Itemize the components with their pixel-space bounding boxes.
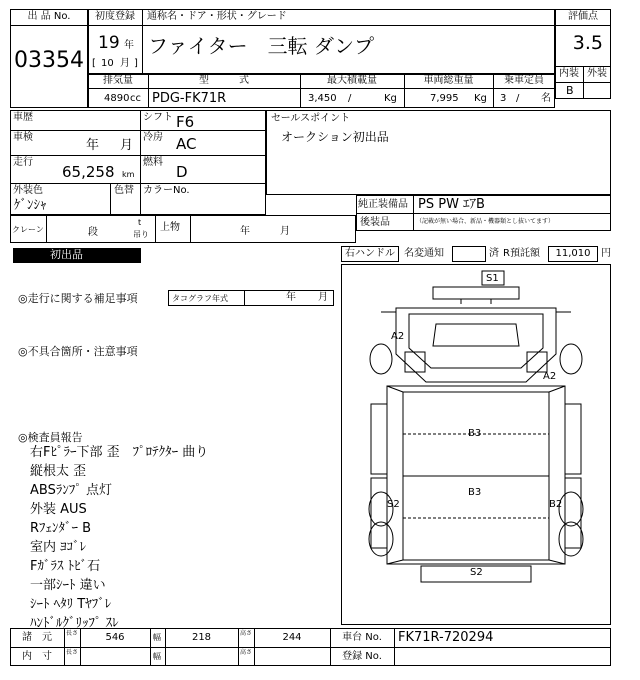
name-label: 通称名・ドア・形状・グレード: [147, 11, 287, 22]
recycle-amount: 11,010: [555, 248, 591, 259]
gvw-unit: Kg: [474, 93, 487, 104]
deck-month: 月: [280, 226, 290, 237]
fuel-value: D: [176, 163, 188, 181]
chassis-value: FK71R-720294: [398, 630, 494, 645]
damage-mark-s2-bottom: S2: [470, 567, 483, 578]
deck-year: 年: [240, 226, 250, 237]
ac-label: 冷房: [143, 132, 163, 143]
supplement-title: ◎走行に関する補足事項: [18, 292, 138, 305]
reg-year: 19: [98, 33, 120, 53]
inner-height-label: 高さ: [240, 649, 253, 656]
inspector-line: Fｶﾞﾗｽ ﾄﾋﾞ石: [30, 559, 101, 574]
interior-label: 内装: [559, 68, 579, 79]
first-registration-label: 初度登録: [95, 11, 135, 22]
crane-stage: 段: [88, 227, 98, 238]
inspector-line: Rﾌｪﾝﾀﾞｰ B: [30, 521, 92, 536]
equipment-label: 純正装備品: [358, 199, 408, 210]
equipment-value: PS PW ｴｱB: [418, 197, 485, 212]
car-name: ファイター 三転 ダンプ: [148, 34, 375, 58]
score-label: 評価点: [568, 11, 598, 22]
inner-length-label: 長さ: [66, 649, 79, 656]
bracket-close: ]: [134, 58, 138, 69]
chassis-label: 車台 No.: [342, 632, 382, 643]
inspector-line: ﾊﾝﾄﾞﾙｸﾞﾘｯﾌﾟ ｽﾚ: [30, 616, 119, 631]
reg-year-unit: 年: [124, 40, 134, 51]
max-load-label: 最大積載量: [327, 75, 377, 86]
length-value: 546: [105, 632, 125, 643]
damage-mark-s1: S1: [486, 273, 499, 284]
shift-label: シフト: [143, 112, 173, 123]
bracket-open: [: [92, 58, 96, 69]
reg-month: 10: [101, 58, 114, 69]
crane-box: [10, 215, 356, 243]
inspector-line: ABSﾗﾝﾌﾟ 点灯: [30, 483, 112, 498]
color-change-label: 色替: [114, 185, 134, 196]
details-box: [10, 110, 266, 215]
shift-value: F6: [176, 113, 195, 131]
tacho-year: 年: [286, 292, 296, 303]
color-code-label: カラーNo.: [143, 185, 190, 196]
sales-point-label: セールスポイント: [271, 113, 351, 124]
rhd-label: 右ハンドル: [345, 248, 395, 259]
width-value: 218: [191, 632, 212, 643]
mileage-unit: km: [122, 170, 135, 179]
aftermarket-label: 後装品: [360, 217, 390, 228]
fuel-label: 燃料: [143, 157, 163, 168]
displacement-value: 4890: [104, 93, 130, 104]
inspector-line: ｼｰﾄ ﾍﾀﾘ Tﾔﾌﾞﾚ: [30, 597, 112, 612]
max-load-value: 3,450: [308, 93, 337, 104]
mileage-label: 走行: [13, 157, 33, 168]
tacho-month: 月: [318, 292, 328, 303]
name-change-label: 名変通知: [404, 248, 444, 259]
damage-mark-a2-right: A2: [543, 371, 557, 382]
color-value: ｹﾞﾝｼｬ: [14, 198, 47, 213]
color-label: 外装色: [13, 185, 43, 196]
aftermarket-note: （記載が無い場合、新品・機器類とし抜いてます）: [416, 218, 555, 225]
inner-dims-label: 内 寸: [22, 651, 52, 662]
width-label: 幅: [153, 633, 161, 642]
capacity-unit: 名: [541, 93, 551, 104]
model-label: 型 式: [199, 75, 249, 86]
sales-point-text: オークション初出品: [281, 130, 389, 144]
registration-label: 登録 No.: [342, 651, 382, 662]
inspector-line: 縦根太 歪: [30, 464, 87, 479]
damage-mark-b2-right: B2: [549, 499, 563, 510]
interior-grade: B: [566, 84, 574, 97]
damage-mark-s2-left: S2: [387, 499, 400, 510]
crane-label: クレーン: [12, 225, 44, 234]
name-change-box: [452, 246, 486, 262]
recycle-unit: 円: [601, 248, 611, 259]
inspection-year-unit: 年: [86, 138, 100, 153]
inspector-title: ◎検査員報告: [18, 431, 83, 444]
lot-number-label: 出 品 No.: [27, 11, 71, 22]
inspector-line: 一部ｼｰﾄ 違い: [30, 578, 106, 593]
crane-hang: 吊り: [133, 230, 149, 239]
capacity-value: 3: [500, 93, 507, 104]
deck-label: 上物: [160, 222, 180, 233]
max-load-unit: Kg: [384, 93, 397, 104]
inspection-month-unit: 月: [120, 138, 134, 153]
recycle-prefix: 済: [489, 248, 499, 259]
displacement-unit: cc: [130, 93, 141, 104]
history-label: 車歴: [13, 112, 33, 123]
ac-value: AC: [176, 135, 197, 153]
recycle-label: R預託額: [503, 248, 540, 259]
inspector-line: 室内 ﾖｺﾞﾚ: [30, 540, 87, 555]
inspection-label: 車検: [13, 132, 33, 143]
mileage-value: 65,258: [62, 163, 115, 181]
exterior-label: 外装: [587, 68, 607, 79]
defects-title: ◎不具合箇所・注意事項: [18, 345, 138, 358]
reg-month-unit: 月: [120, 58, 130, 69]
capacity-label: 乗車定員: [504, 75, 544, 86]
slash-2: /: [516, 93, 520, 104]
dims-label: 諸 元: [22, 632, 52, 643]
length-label: 長さ: [66, 630, 79, 637]
damage-mark-b3-mid: B3: [468, 487, 482, 498]
model-value: PDG-FK71R: [152, 91, 227, 106]
first-listing-label: 初出品: [50, 248, 83, 261]
inspector-line: 外装 AUS: [30, 502, 87, 517]
gvw-value: 7,995: [430, 93, 459, 104]
crane-ton: t: [138, 218, 142, 227]
score-value: 3.5: [572, 32, 603, 54]
inner-width-label: 幅: [153, 652, 161, 661]
damage-mark-a2-left: A2: [391, 331, 405, 342]
inspector-line: 右Fﾋﾟﾗｰ下部 歪 ﾌﾟﾛﾃｸﾀｰ 曲り: [30, 445, 209, 460]
height-value: 244: [282, 632, 302, 643]
tacho-label: タコグラフ年式: [172, 294, 228, 303]
height-label: 高さ: [240, 630, 253, 637]
lot-number: 03354: [14, 48, 84, 73]
damage-mark-b3-top: B3: [468, 428, 482, 439]
gvw-label: 車両総重量: [423, 75, 474, 86]
displacement-label: 排気量: [103, 75, 133, 86]
slash-1: /: [348, 93, 352, 104]
